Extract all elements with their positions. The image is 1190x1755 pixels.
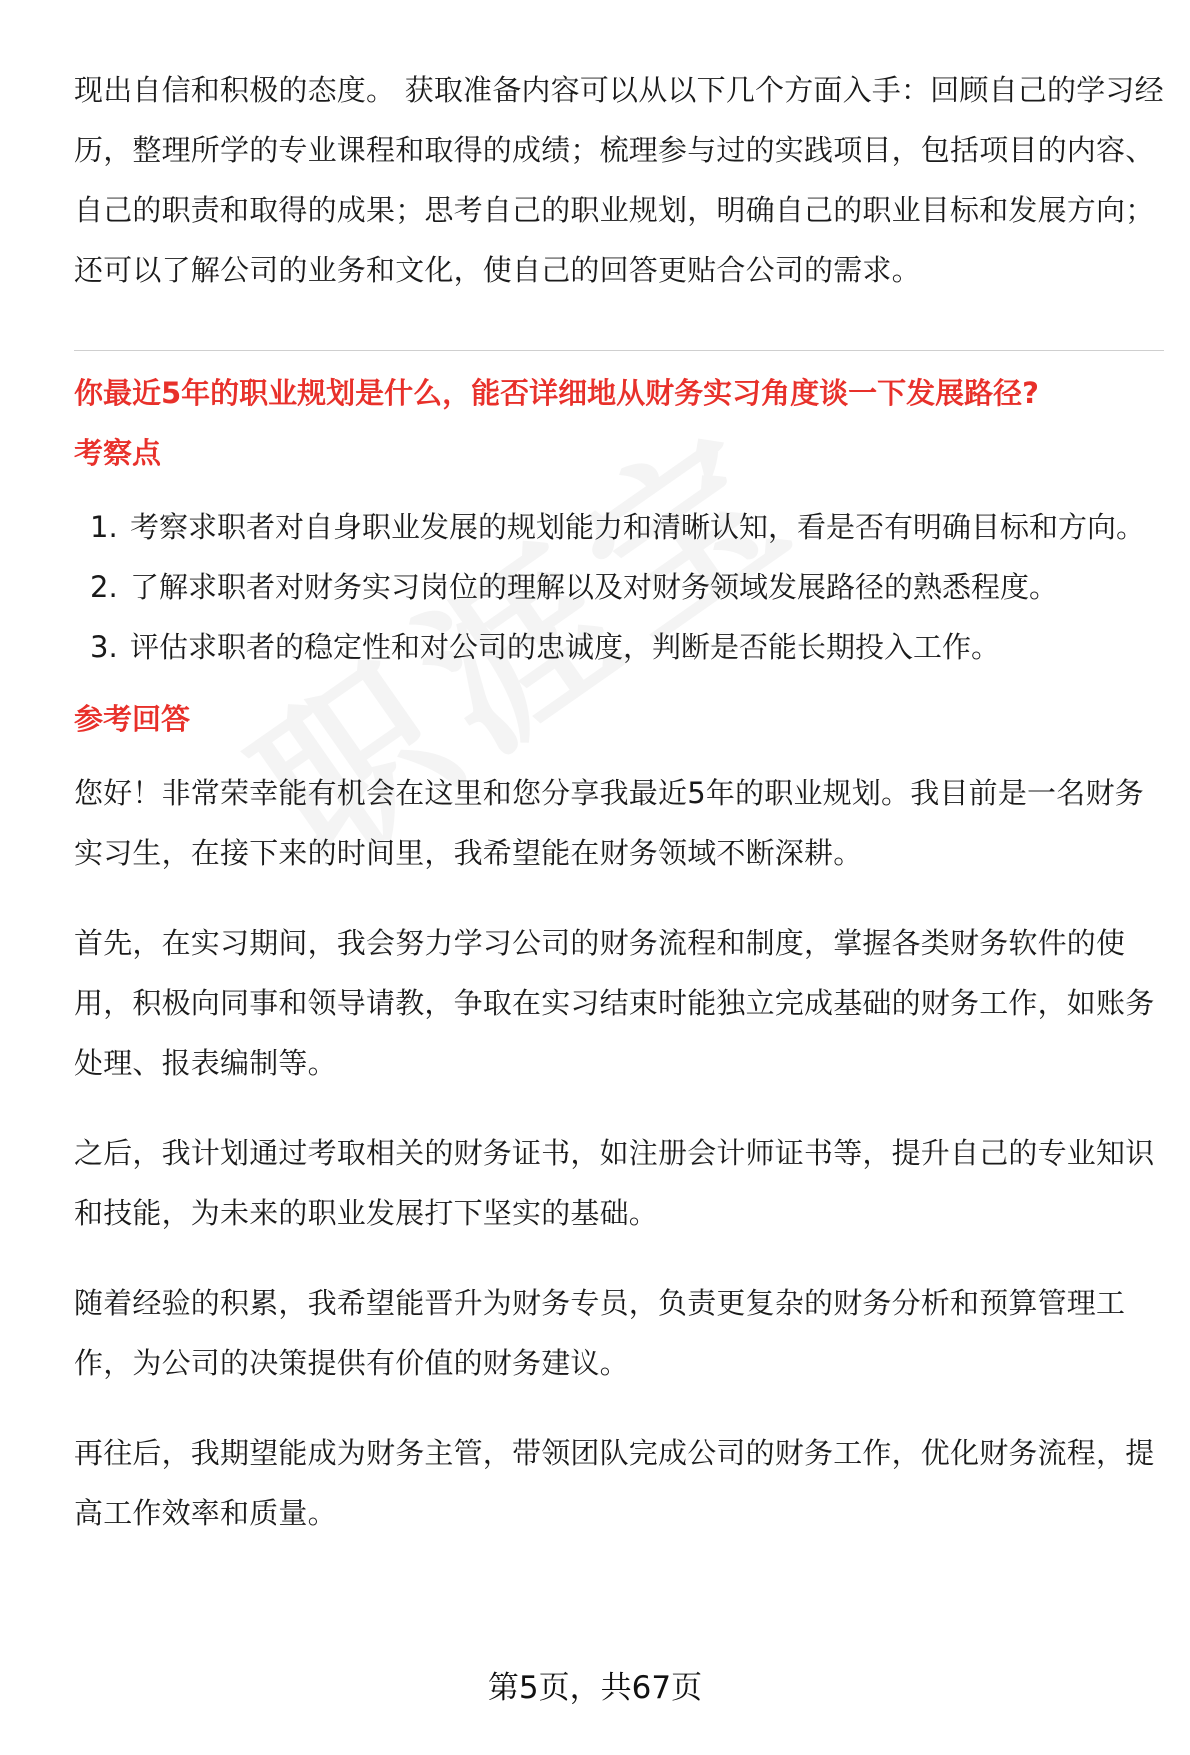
answer-paragraph: 再往后，我期望能成为财务主管，带领团队完成公司的财务工作，优化财务流程，提高工作效率和质量。 xyxy=(74,1436,1155,1530)
list-item xyxy=(74,557,1164,617)
answer-paragraph: 首先，在实习期间，我会努力学习公司的财务流程和制度，掌握各类财务软件的使用，积极向同事和领导请教，争取在实习结束时能独立完成基础的财务工作，如账务处理、报表编制等。 xyxy=(74,926,1155,1080)
list-item xyxy=(74,497,1164,557)
list-text: 考察求职者对自身职业发展的规划能力和清晰认知，看是否有明确目标和方向。 xyxy=(130,510,1146,544)
document-page xyxy=(74,60,1164,1573)
list-text: 评估求职者的稳定性和对公司的忠诚度，判断是否能长期投入工作。 xyxy=(130,630,1001,664)
answer-paragraph: 随着经验的积累，我希望能晋升为财务专员，负责更复杂的财务分析和预算管理工作，为公司的决策提供有价值的财务建议。 xyxy=(74,1286,1126,1380)
list-number: 1. xyxy=(90,510,118,544)
focus-list xyxy=(74,497,1164,677)
question-heading: 你最近5年的职业规划是什么，能否详细地从财务实习角度谈一下发展路径? xyxy=(74,376,1040,410)
list-text: 了解求职者对财务实习岗位的理解以及对财务领域发展路径的熟悉程度。 xyxy=(130,570,1059,604)
page-footer: 第5页，共67页 xyxy=(487,1670,703,1706)
list-number: 3. xyxy=(90,630,118,664)
focus-title: 考察点 xyxy=(74,436,162,470)
section-divider xyxy=(74,350,1164,351)
list-number: 2. xyxy=(90,570,118,604)
answer-paragraph: 之后，我计划通过考取相关的财务证书，如注册会计师证书等，提升自己的专业知识和技能，为未来的职业发展打下坚实的基础。 xyxy=(74,1136,1155,1230)
list-item xyxy=(74,617,1164,677)
answer-paragraph: 您好！非常荣幸能有机会在这里和您分享我最近5年的职业规划。我目前是一名财务实习生，在接下来的时间里，我希望能在财务领域不断深耕。 xyxy=(74,776,1144,870)
answer-title: 参考回答 xyxy=(74,702,191,736)
intro-paragraph: 现出自信和积极的态度。 获取准备内容可以从以下几个方面入手：回顾自己的学习经历，整理所学的专业课程和取得的成绩；梳理参与过的实践项目，包括项目的内容、自己的职责和取得的成果；思考自己的职业规划，明确自己的职业目标和发展方向；还可以了解公司的业务和文化，使自己的回答更贴合公司的需求。 xyxy=(74,73,1164,287)
